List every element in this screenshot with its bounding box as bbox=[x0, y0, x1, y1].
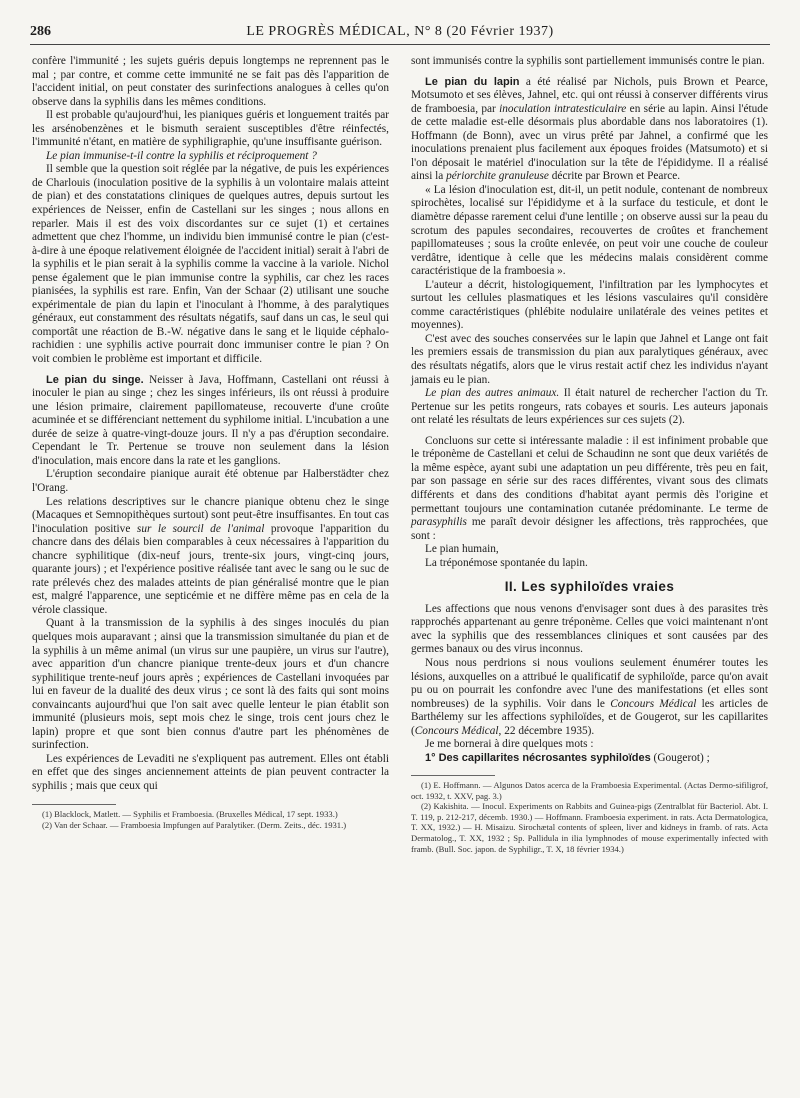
footnote: (1) Blacklock, Matlett. — Syphilis et Framboesia. (Bruxelles Médical, 17 sept. 1933.) bbox=[42, 809, 338, 819]
paragraph: Il semble que la question soit réglée par la négative, de puis les expériences de Charlouis (inoculation positive de la syphilis à un volontaire malais atteint de pian) et des constatations cliniques de quelques autres, depuis surtout les expériences de Neisser, enfin de Castellani sur les singes ; nous allons en reparler. Mais il est des voix discordantes sur ce sujet (1) et certaines admettent que chez l'homme, un individu bien immunisé contre le pian (c'est-à-dire à une époque relativement éloignée de l'accident initial) serait à l'abri de la syphilis et le pian serait à la syphilis comme la vaccine à la variole. Nichol pense également que le pian immunise contre la syphilis, car chez les races pianisées, la syphilis est rare. Enfin, Van der Schaar (2) utilisant une souche expérimentale de pian du lapin et l'inoculant à l'homme, à des paralytiques généraux, eut constamment des résultats négatifs, sauf dans un cas, le seul qui comportât une réaction de B.-W. négative dans le sang et le liquide céphalo-rachidien : une syphilis active pourrait donc immuniser contre le pian ? On voit combien le problème est important et difficile. bbox=[32, 163, 389, 366]
paragraph bbox=[411, 657, 768, 738]
running-title: LE PROGRÈS MÉDICAL, N° 8 (20 Février 1937) bbox=[246, 24, 554, 39]
paragraph: confère l'immunité ; les sujets guéris depuis longtemps ne reprennent pas le mal ; par contre, et comme cette immunité ne se fait pas dès l'apparition de l'accident initial, on peut constater des surinfections analogues à celles qu'on observe dans la syphilis dans les mêmes conditions. bbox=[32, 55, 389, 108]
footnote: (2) Kakishita. — Inocul. Experiments on Rabbits and Guinea-pigs (Zentralblat für Bacteriol. Abt. I. T. 119, p. 212-217, décemb. 1930.) — Hoffmann. Framboesia experiment. in rats. Acta Dermatologica, T. XX, 1932.) — H. Misaizu. Sirochætal contents of spleen, liver and kidneys in framb. of rats. Acta Dermatolog., T. XX, 1932 ; Sp. Pallidula in ilia lymphnodes of mouse experimentally infected with framb. (Bull. Soc. japon. de Syphiligr., T. X, 18 février 1934.) bbox=[411, 801, 768, 854]
paragraph-text: me paraît devoir désigner les affections, très rapprochées, que sont : bbox=[411, 516, 768, 542]
emphasis-text: Concours Médical bbox=[610, 697, 697, 710]
footnote: (2) Van der Schaar. — Framboesia Impfungen auf Paralytiker. (Derm. Zeits., déc. 1931.) bbox=[42, 819, 347, 830]
emphasis-text: périorchite granuleuse bbox=[446, 170, 549, 183]
paragraph: Il est probable qu'aujourd'hui, les pianiques guéris et longuement traités par les arsénobenzènes et le bismuth seraient susceptibles d'être réinfectés, l'immunité n'étant, en matière de syphiligraphie, qu'une insuffisante guérison. bbox=[32, 109, 389, 149]
paragraph bbox=[411, 387, 768, 428]
paragraph-text: Concluons sur cette si intéressante maladie : il est infiniment probable que le tréponème de Castellani et celui de Schaudinn ne sont que deux variétés de la même espèce, ayant subi une adaptation un peu différente, très peu en fait, par son passage en série sur des races différentes, vivant sous des climats différents et dans des conditions d'habitat ayant permis dès l'origine et permettant toujours une contamination cutanée prédominante. Le terme de bbox=[411, 434, 768, 515]
paragraph-pian-du-lapin bbox=[411, 76, 768, 184]
paragraph-text: a été réalisé par Nichols, puis Brown et Pearce, Motsumoto et ses élèves, Jahnel, etc. qui ont réussi à conserver différents virus de framboesia, par bbox=[411, 75, 768, 115]
right-footnotes bbox=[411, 775, 768, 854]
page-header bbox=[30, 24, 770, 44]
paragraph: Je me bornerai à dire quelques mots : bbox=[425, 738, 594, 751]
paragraph-text: provoque l'apparition du chancre dans des délais bien comparables à ceux nécessaires à l'apparition du chancre syphilitique (dix-neuf jours, trente-six jours, vingt-cinq jours, quarante jours) ; et l'expérience positive réalisée tant avec le sang ou le suc de rate prélevés chez des malades atteints de pian généralisé montre que le pian est, malgré l'apparence, une septicémie et ne diffère même pas en cela de la vérole classique. bbox=[32, 522, 390, 616]
paragraph-text: Nous nous perdrions si nous voulions seulement énumérer toutes les lésions, auxquelles on a attribué le qualificatif de syphiloïde, parce qu'on avait pu ou on pourrait les confondre avec l'une des manifestations (et elles sont nombreuses) de la syphilis. Voir dans le bbox=[411, 656, 768, 710]
subheading-pian-du-lapin: Le pian du lapin bbox=[425, 75, 520, 88]
subheading-autres-animaux: Le pian des autres animaux. bbox=[425, 387, 560, 400]
header-rule bbox=[30, 44, 770, 45]
emphasis-text: parasyphilis bbox=[411, 516, 467, 529]
paragraph-text: en série au lapin. Ainsi l'étude de cette maladie est-elle désormais plus abordable dans nos laboratoires (1). Hoffmann (de Bonn), avec un virus prêté par Jahnel, a confirmé que les inoculations prenaient plus facilement aux époques froides (Matsumoto) et si l'on déposait le matériel d'inoculation sur la tête de l'épididyme. Il a réalisé ainsi la bbox=[411, 102, 768, 183]
paragraph-pian-du-singe bbox=[32, 374, 389, 469]
question-heading bbox=[32, 150, 389, 164]
paragraph-text: , 22 décembre 1935). bbox=[498, 724, 595, 737]
paragraph-text: (Gougerot) ; bbox=[650, 751, 710, 764]
list-item: Le pian humain, bbox=[425, 543, 499, 556]
subheading-pian-du-singe: Le pian du singe. bbox=[46, 373, 144, 386]
paragraph-text: décrite par Brown et Pearce. bbox=[548, 170, 681, 183]
right-column bbox=[411, 55, 768, 765]
paragraph-text: Il était naturel de rechercher l'action du Tr. Pertenue sur les petits rongeurs, rats cobayes et souris. Les auteurs japonais ont relaté les résultats de leurs expériences sur ces sujets (2). bbox=[411, 387, 768, 427]
paragraph: L'auteur a décrit, histologiquement, l'infiltration par les lymphocytes et surtout les cellules plasmatiques et les lésions vasculaires qu'il considère comme caractéristiques (phlébite nodulaire unilatérale des veines petites et moyennes). bbox=[411, 278, 768, 332]
paragraph-text: Les relations descriptives sur le chancre pianique obtenu chez le singe (Macaques et Semnopithèques surtout) sont peut-être insuffisantes. En tout cas l'inoculation positive bbox=[32, 495, 389, 535]
paragraph bbox=[411, 435, 768, 543]
paragraph bbox=[32, 496, 389, 618]
paragraph: C'est avec des souches conservées sur le lapin que Jahnel et Lange ont fait les premiers essais de transmission du pian aux paralytiques généraux, avec des résultats négatifs, alors que le virus restait actif chez les individus n'ayant jamais eu le pian. bbox=[411, 332, 768, 386]
emphasis-text: Concours Médical bbox=[414, 724, 499, 737]
list-item: La tréponémose spontanée du lapin. bbox=[425, 556, 588, 569]
footnote: (1) E. Hoffmann. — Algunos Datos acerca de la Framboesia Experimental. (Actas Dermo-sifiligrof, oct. 1932, t. XXV, pag. 3.) bbox=[411, 780, 768, 801]
section-title: II. Les syphiloïdes vraies bbox=[504, 579, 675, 595]
page-number: 286 bbox=[30, 24, 51, 39]
emphasis-text: inoculation intratesticulaire bbox=[499, 102, 627, 115]
question-heading-text: Le pian immunise-t-il contre la syphilis et réciproquement ? bbox=[46, 149, 317, 162]
paragraph: L'éruption secondaire pianique aurait été obtenue par Halberstädter chez l'Orang. bbox=[32, 468, 389, 494]
footnote-rule bbox=[411, 775, 495, 776]
paragraph-text: les articles de Barthélemy sur les affections syphiloïdes, et de Gougerot, sur les capillarites ( bbox=[411, 697, 768, 737]
footnote-rule bbox=[32, 804, 116, 805]
paragraph: sont immunisés contre la syphilis sont partiellement immunisés contre le pian. bbox=[411, 55, 765, 67]
paragraph-text: Neisser à Java, Hoffmann, Castellani ont réussi à inoculer le pian au singe ; chez les singes inférieurs, ils ont réussi à produire une lésion primaire, clairement papillomateuse, recouverte d'une croûte acuminée et se différenciant nettement du syphilome initial. L'incubation a une durée de seize à quatre-vingt-douze jours. Il n'y a pas d'éruption secondaire. Cependant le Tr. Pertenue se trouve non seulement dans la lésion d'inoculation, mais encore dans la rate et les ganglions. bbox=[32, 373, 390, 467]
subheading-capillarites: 1° Des capillarites nécrosantes syphiloïdes bbox=[425, 751, 651, 764]
paragraph: Les affections que nous venons d'envisager sont dues à des parasites très rapprochés appartenant au genre tréponème. Celles que voici maintenant n'ont avec la syphilis que des ressemblances cliniques et sont causées par des germes banaux ou des virus inconnus. bbox=[411, 602, 768, 656]
paragraph bbox=[411, 752, 768, 766]
left-column bbox=[32, 55, 389, 794]
paragraph: Quant à la transmission de la syphilis à des singes inoculés du pian quelques mois auparavant ; ainsi que la transmission simultanée du pian et de la syphilis à un même animal (un virus sur une paupière, un virus sur l'autre), avec apparition d'un chancre pianique trente-deux jours et d'un chancre syphilitique trente-neuf jours après ; expériences de Castellani invoquées par lui en faveur de la dualité des deux virus ; ce sont là des faits qui sont moins convaincants aujourd'hui que l'on sait avec quelle lenteur le pian établit son immunité (plusieurs mois, sept mois chez le singe, trois cent jours chez le lapin) propre et que sont bien connus d'autre part les phénomènes de surinfection. bbox=[32, 617, 389, 752]
left-footnotes bbox=[32, 804, 389, 830]
quotation: « La lésion d'inoculation est, dit-il, un petit nodule, contenant de nombreux spirochètes, localisé sur l'épididyme et à la surface du testicule, et dont le diamètre dépasse rarement celui d'une lentille ; on observe aussi sur la peau du scrotum des papules secondaires, recouvertes de croûtes et franchement papillomateuses ; sous la croûte enlevée, on peut voir une couche de couleur verdâtre, identique à celle que les médecins malais considèrent comme caractéristique de la framboesia ». bbox=[411, 183, 768, 278]
affection-list bbox=[411, 543, 768, 570]
paragraph: Les expériences de Levaditi ne s'expliquent pas autrement. Elles ont établi en effet que des singes anciennement atteints de pian peuvent contracter la syphilis ; mais que ceux qui bbox=[32, 752, 389, 792]
emphasis-text: sur le sourcil de l'animal bbox=[136, 522, 265, 535]
